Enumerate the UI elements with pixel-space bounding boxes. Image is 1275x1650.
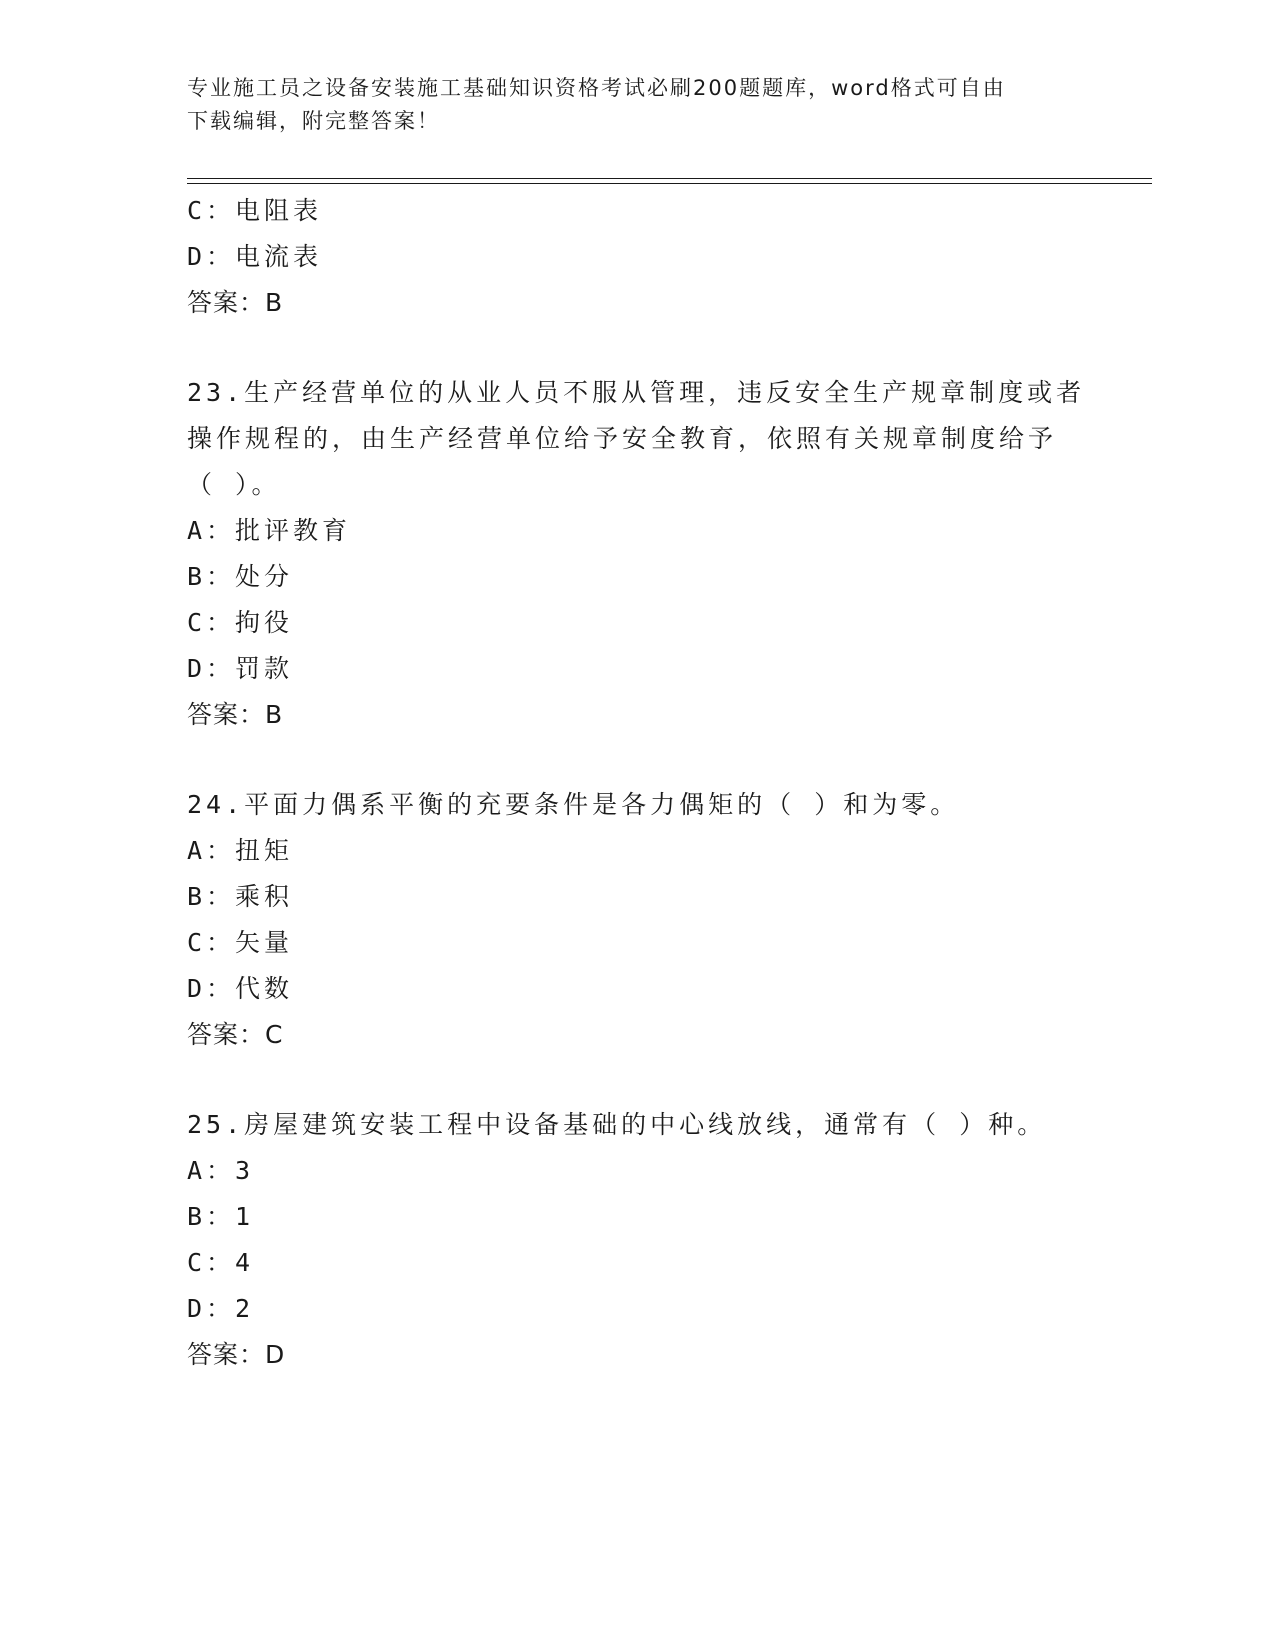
document-header bbox=[187, 72, 1087, 138]
header-line-1: 专业施工员之设备安装施工基础知识资格考试必刷200题题库，word格式可自由 bbox=[187, 76, 1006, 100]
option-b: B：1 bbox=[187, 1202, 255, 1231]
option-c: C：电阻表 bbox=[187, 196, 323, 225]
header-divider-bottom bbox=[187, 183, 1152, 184]
option-a: A：3 bbox=[187, 1156, 255, 1185]
question-24 bbox=[187, 782, 1077, 1058]
question-text-line: 操作规程的，由生产经营单位给予安全教育，依照有关规章制度给予 bbox=[187, 424, 1058, 453]
option-a: A：批评教育 bbox=[187, 516, 352, 545]
option-d: D：代数 bbox=[187, 974, 294, 1003]
question-text-line: 25.房屋建筑安装工程中设备基础的中心线放线，通常有（ ）种。 bbox=[187, 1110, 1047, 1139]
question-content bbox=[187, 188, 1086, 1378]
option-d: D：罚款 bbox=[187, 654, 294, 683]
question-23 bbox=[187, 370, 1086, 738]
option-b: B：乘积 bbox=[187, 882, 294, 911]
answer-line: 答案：B bbox=[187, 288, 284, 317]
option-c: C：拘役 bbox=[187, 608, 294, 637]
option-c: C：矢量 bbox=[187, 928, 294, 957]
question-text-line: （ ）。 bbox=[187, 470, 281, 499]
question-text-line: 24.平面力偶系平衡的充要条件是各力偶矩的（ ）和为零。 bbox=[187, 790, 960, 819]
option-d: D：电流表 bbox=[187, 242, 323, 271]
answer-line: 答案：B bbox=[187, 700, 284, 729]
option-a: A：扭矩 bbox=[187, 836, 294, 865]
header-divider-top bbox=[187, 178, 1152, 179]
answer-line: 答案：D bbox=[187, 1340, 286, 1369]
option-b: B：处分 bbox=[187, 562, 294, 591]
option-d: D：2 bbox=[187, 1294, 255, 1323]
answer-line: 答案：C bbox=[187, 1020, 284, 1049]
question-text-line: 23.生产经营单位的从业人员不服从管理，违反安全生产规章制度或者 bbox=[187, 378, 1086, 407]
question-25 bbox=[187, 1102, 1077, 1378]
option-c: C：4 bbox=[187, 1248, 255, 1277]
header-line-2: 下载编辑，附完整答案！ bbox=[187, 109, 440, 133]
